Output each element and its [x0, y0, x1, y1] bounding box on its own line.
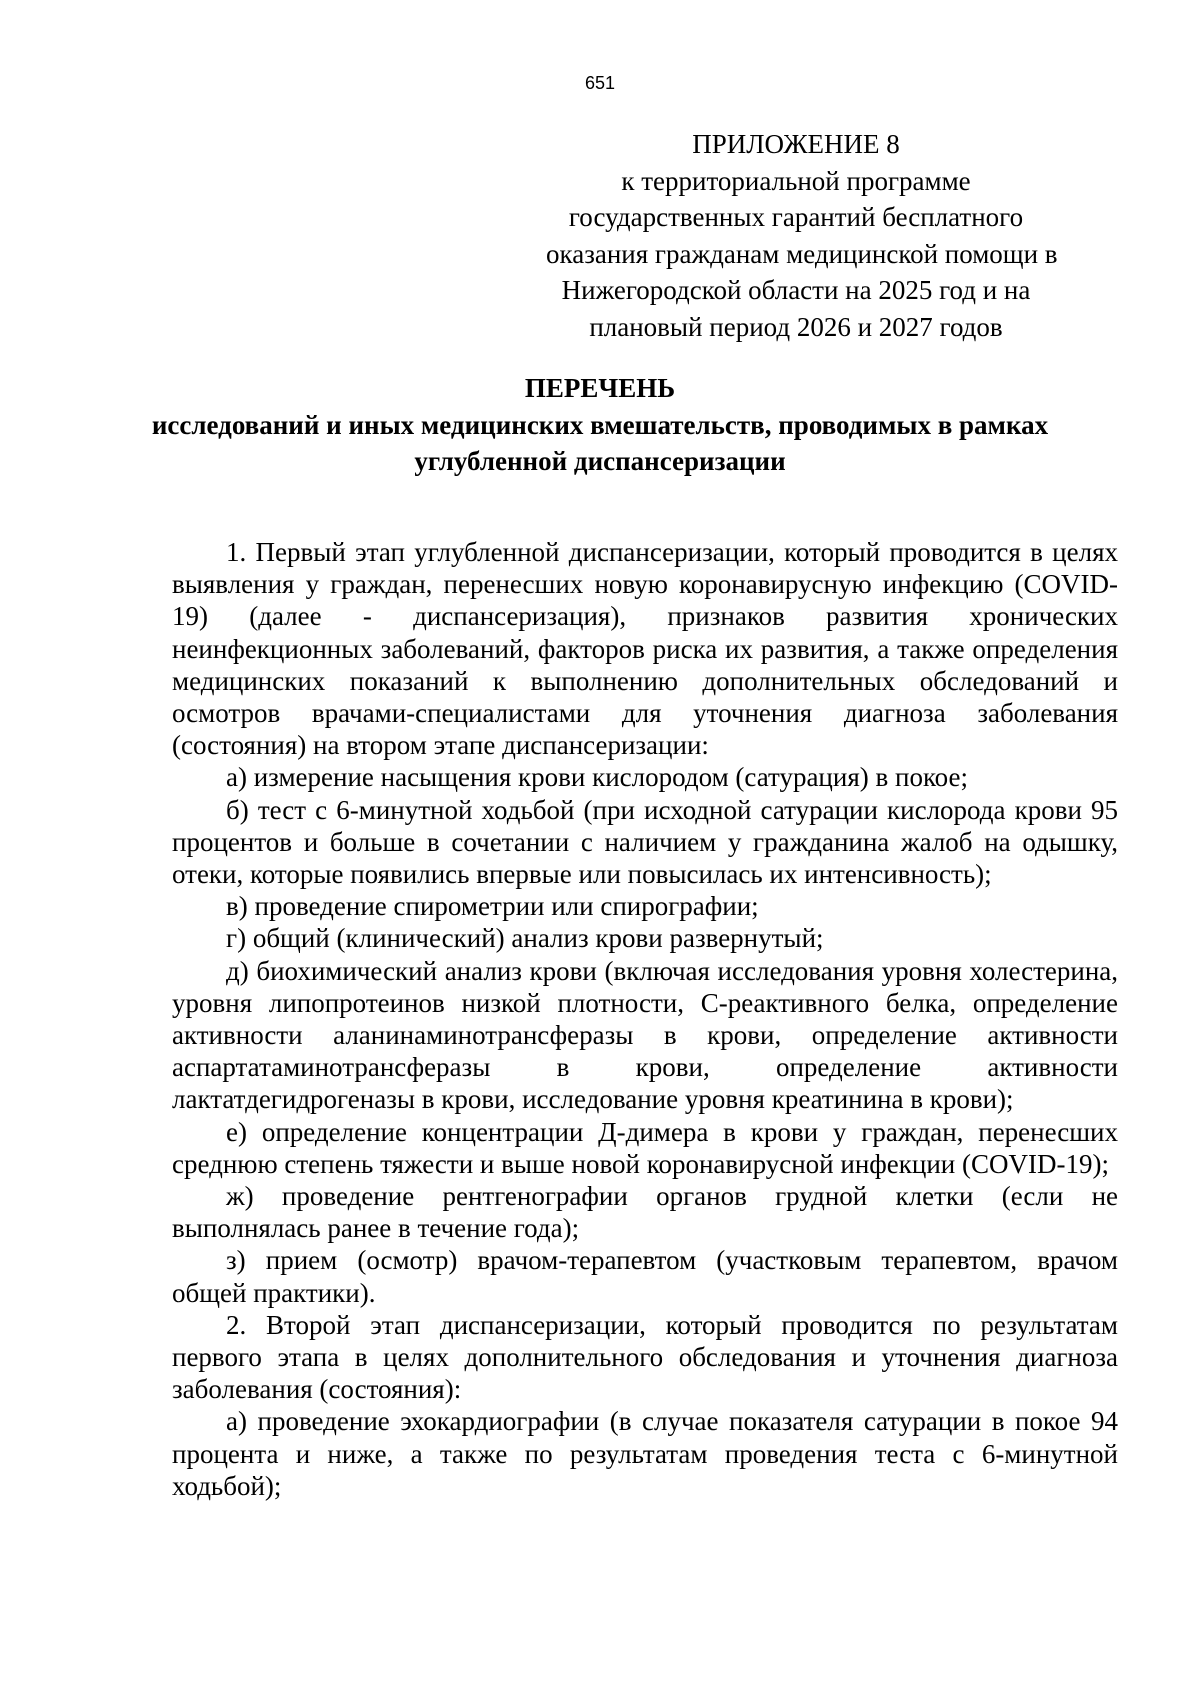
appendix-line: Нижегородской области на 2025 год и на	[561, 275, 1031, 305]
heading-subtitle: исследований и иных медицинских вмешательств, проводимых в рамках	[151, 409, 1049, 440]
appendix-line: плановый период 2026 и 2027 годов	[589, 311, 1003, 342]
appendix-line: оказания гражданам медицинской помощи в	[546, 238, 1058, 269]
heading-title: ПЕРЕЧЕНЬ	[524, 373, 676, 403]
document-body	[172, 536, 1118, 1502]
appendix-line: к территориальной программе	[621, 165, 971, 196]
paragraph: е) определение концентрации Д-димера в крови у граждан, перенесших среднюю степень тяжести и выше новой коронавирусной инфекции (COVID-19);	[172, 1116, 1118, 1179]
paragraph: 2. Второй этап диспансеризации, который проводится по результатам первого этапа в целях дополнительного обследования и уточнения диагноза заболевания (состояния):	[172, 1309, 1118, 1405]
paragraph: а) измерение насыщения крови кислородом (сатурация) в покое;	[226, 762, 968, 793]
paragraph: а) проведение эхокардиографии (в случае показателя сатурации в покое 94 процента и ниже, а также по результатам проведения теста с 6-минутной ходьбой);	[172, 1406, 1118, 1501]
paragraph: ж) проведение рентгенографии органов грудной клетки (если не выполнялась ранее в течение года);	[172, 1181, 1118, 1244]
paragraph: г) общий (клинический) анализ крови развернутый;	[226, 923, 824, 954]
paragraph: б) тест с 6-минутной ходьбой (при исходной сатурации кислорода крови 95 процентов и больше в сочетании с наличием у гражданина жалоб на одышку, отеки, которые появились впервые или повысилась их интенсивность);	[172, 794, 1118, 890]
appendix-line: государственных гарантий бесплатного	[568, 202, 1024, 232]
paragraph: 1. Первый этап углубленной диспансеризации, который проводится в целях выявления у граждан, перенесших новую коронавирусную инфекцию (COVID-19) (далее - диспансеризация), признаков развития хронических неинфекционных заболеваний, факторов риска их развития, а также определения медицинских показаний к выполнению дополнительных обследований и осмотров врачами-специалистами для уточнения диагноза заболевания (состояния) на втором этапе диспансеризации:	[172, 537, 1118, 761]
heading-subtitle: углубленной диспансеризации	[414, 446, 786, 476]
paragraph: з) прием (осмотр) врачом-терапевтом (участковым терапевтом, врачом общей практики).	[172, 1245, 1118, 1308]
page-number: 651	[584, 73, 616, 93]
paragraph: д) биохимический анализ крови (включая исследования уровня холестерина, уровня липопротеинов низкой плотности, С-реактивного белка, определение активности аланинаминотрансферазы в крови, определение активности аспартатаминотрансферазы в крови, определение активности лактатдегидрогеназы в крови, исследование уровня креатинина в крови);	[172, 955, 1118, 1115]
document-heading	[0, 370, 1200, 480]
appendix-block	[546, 126, 1058, 345]
appendix-title: ПРИЛОЖЕНИЕ 8	[692, 129, 900, 159]
paragraph: в) проведение спирометрии или спирографии;	[226, 891, 759, 922]
